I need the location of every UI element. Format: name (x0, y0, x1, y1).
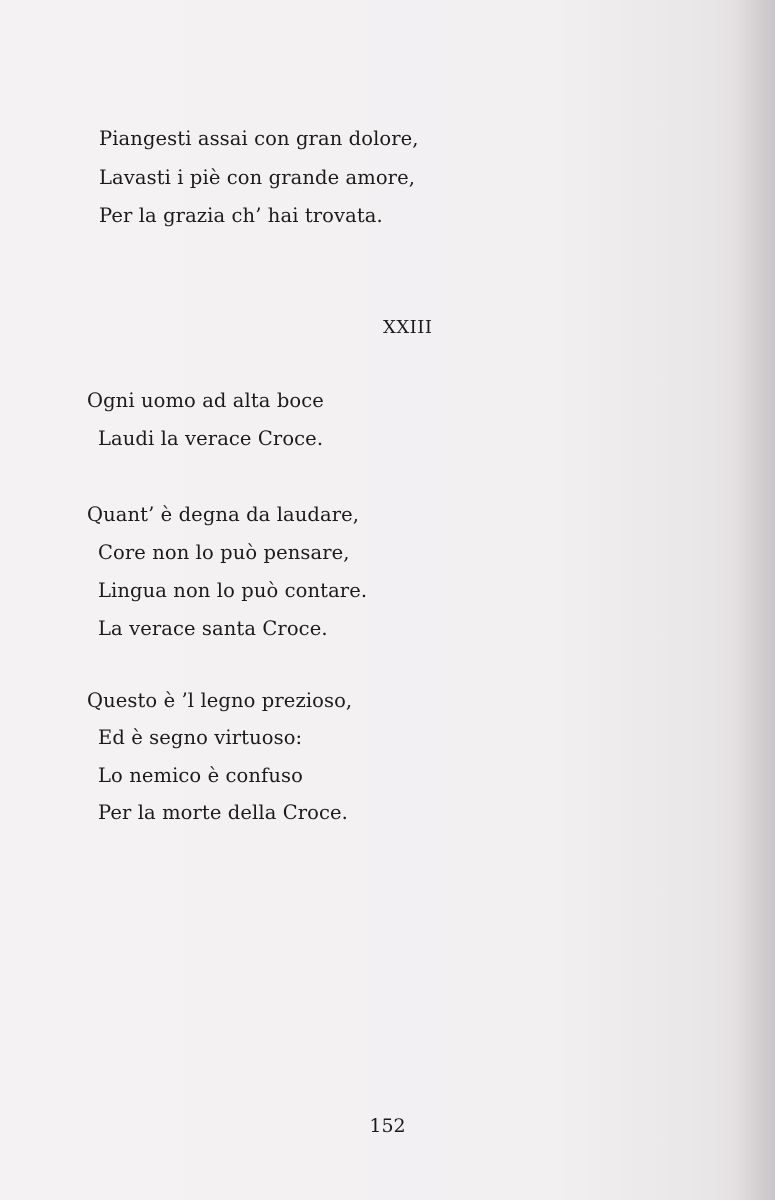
verse-line: Core non lo può pensare, (98, 541, 350, 564)
verse-line: Ogni uomo ad alta boce (87, 389, 324, 412)
verse-line: Lo nemico è confuso (98, 764, 303, 787)
page-edge-shadow (735, 0, 775, 1200)
verse-line: Ed è segno virtuoso: (98, 726, 303, 749)
verse-line: La verace santa Croce. (98, 617, 328, 640)
verse-line: Quant’ è degna da laudare, (87, 503, 360, 526)
verse-line: Lingua non lo può contare. (98, 579, 368, 602)
verse-line: Laudi la verace Croce. (98, 427, 324, 450)
section-heading: XXIII (383, 317, 433, 338)
page-number: 152 (369, 1115, 406, 1137)
verse-line: Questo è ’l legno prezioso, (87, 689, 353, 712)
verse-line: Lavasti i piè con grande amore, (99, 166, 416, 189)
verse-line: Per la morte della Croce. (98, 801, 348, 824)
verse-line: Per la grazia ch’ hai trovata. (99, 204, 383, 227)
verse-line: Piangesti assai con gran dolore, (99, 127, 419, 150)
